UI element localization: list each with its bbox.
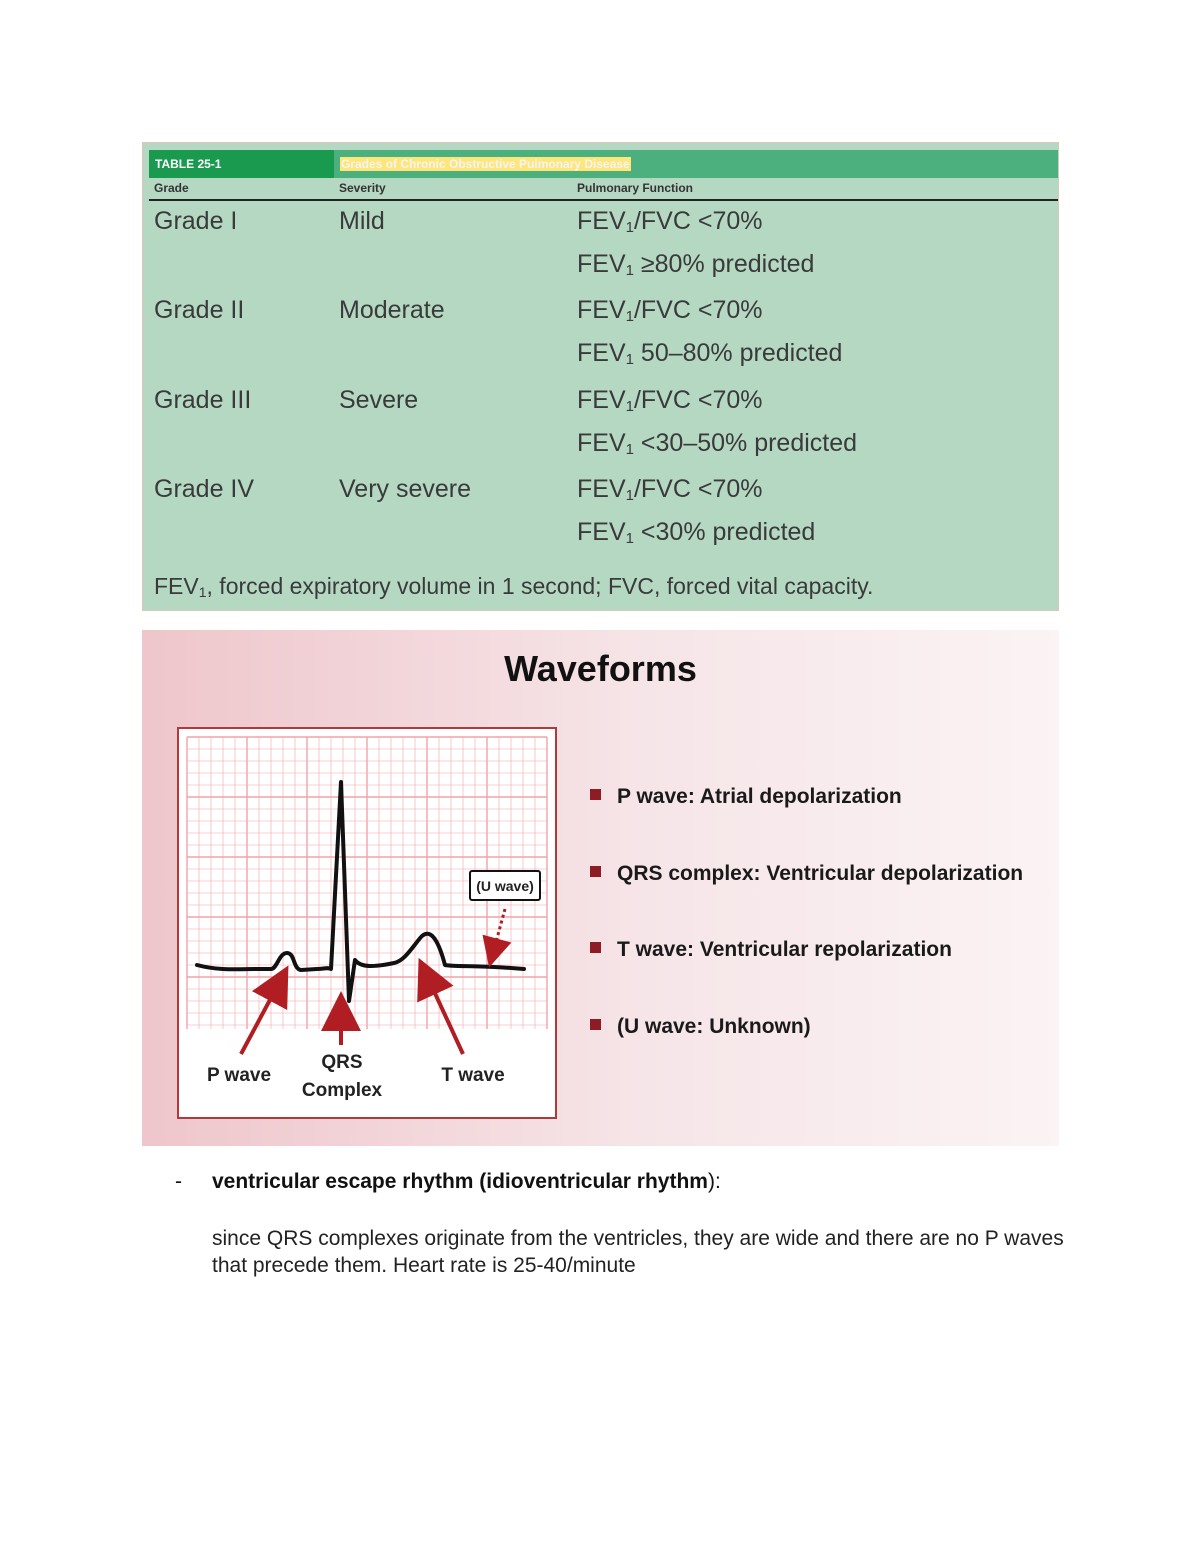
u-wave-label: (U wave): [476, 878, 534, 894]
table-title-cell: [334, 150, 1058, 178]
grade-cell: Grade II: [154, 296, 245, 324]
header-divider: [149, 199, 1058, 201]
severity-cell: Mild: [339, 207, 385, 235]
bullet-p-wave: P wave: Atrial depolarization: [590, 785, 902, 809]
list-dash: -: [175, 1170, 182, 1193]
column-header-severity: Severity: [339, 181, 386, 195]
rhythm-description: since QRS complexes originate from the ventricles, they are wide and there are no P waves that precede them. Heart rate is 25-40/minute: [212, 1227, 1064, 1277]
fev-cell: $FEV_1$ 50–80% predicted: [577, 339, 843, 368]
severity-cell: Severe: [339, 386, 419, 414]
ratio-cell: $FEV_1$/FVC <70%: [577, 475, 763, 504]
qrs-label-line2: Complex: [301, 1080, 383, 1101]
ecg-svg: [179, 729, 555, 1117]
bullet-t-wave: T wave: Ventricular repolarization: [590, 938, 952, 962]
table-title: Grades of Chronic Obstructive Pulmonary Disease: [341, 157, 630, 171]
bullet-square-icon: [590, 866, 601, 877]
bullet-square-icon: [590, 1019, 601, 1030]
fev-cell: $FEV_1 \ge 80\%$ predicted: [577, 250, 815, 279]
fev-cell: $FEV_1 <30\%$ predicted: [577, 518, 816, 547]
copd-grades-table: [142, 142, 1059, 611]
bullet-qrs-complex: QRS complex: Ventricular depolarization: [590, 862, 1023, 886]
p-wave-label: P wave: [206, 1065, 272, 1086]
severity-cell: Moderate: [339, 296, 445, 324]
ecg-diagram: [177, 727, 557, 1119]
t-wave-label: T wave: [441, 1065, 505, 1086]
table-number: TABLE 25-1: [149, 150, 334, 178]
table-footnote: $FEV_1$, forced expiratory volume in 1 second; FVC, forced vital capacity.: [154, 573, 874, 600]
ratio-cell: $FEV_1$/FVC <70%: [577, 386, 763, 415]
grade-cell: Grade I: [154, 207, 238, 235]
bullet-square-icon: [590, 942, 601, 953]
qrs-label-line1: QRS: [321, 1052, 363, 1073]
grade-cell: Grade IV: [154, 475, 255, 503]
waveforms-slide: [142, 630, 1059, 1146]
grade-cell: Grade III: [154, 386, 252, 414]
rhythm-heading: ventricular escape rhythm (idioventricular rhythm):: [212, 1170, 721, 1193]
fev-cell: $FEV_1 <30-50\%$ predicted: [577, 429, 858, 458]
ratio-cell: $FEV_1$/FVC <70%: [577, 207, 763, 236]
column-header-function: Pulmonary Function: [577, 181, 694, 195]
ratio-cell: $FEV_1$/FVC <70%: [577, 296, 763, 325]
table-header-bar: [149, 150, 1058, 178]
column-header-grade: Grade: [154, 181, 189, 195]
t-wave-arrow: [427, 976, 463, 1054]
slide-title: Waveforms: [504, 648, 697, 689]
bullet-u-wave: (U wave: Unknown): [590, 1015, 811, 1039]
bullet-square-icon: [590, 789, 601, 800]
severity-cell: Very severe: [339, 475, 472, 503]
